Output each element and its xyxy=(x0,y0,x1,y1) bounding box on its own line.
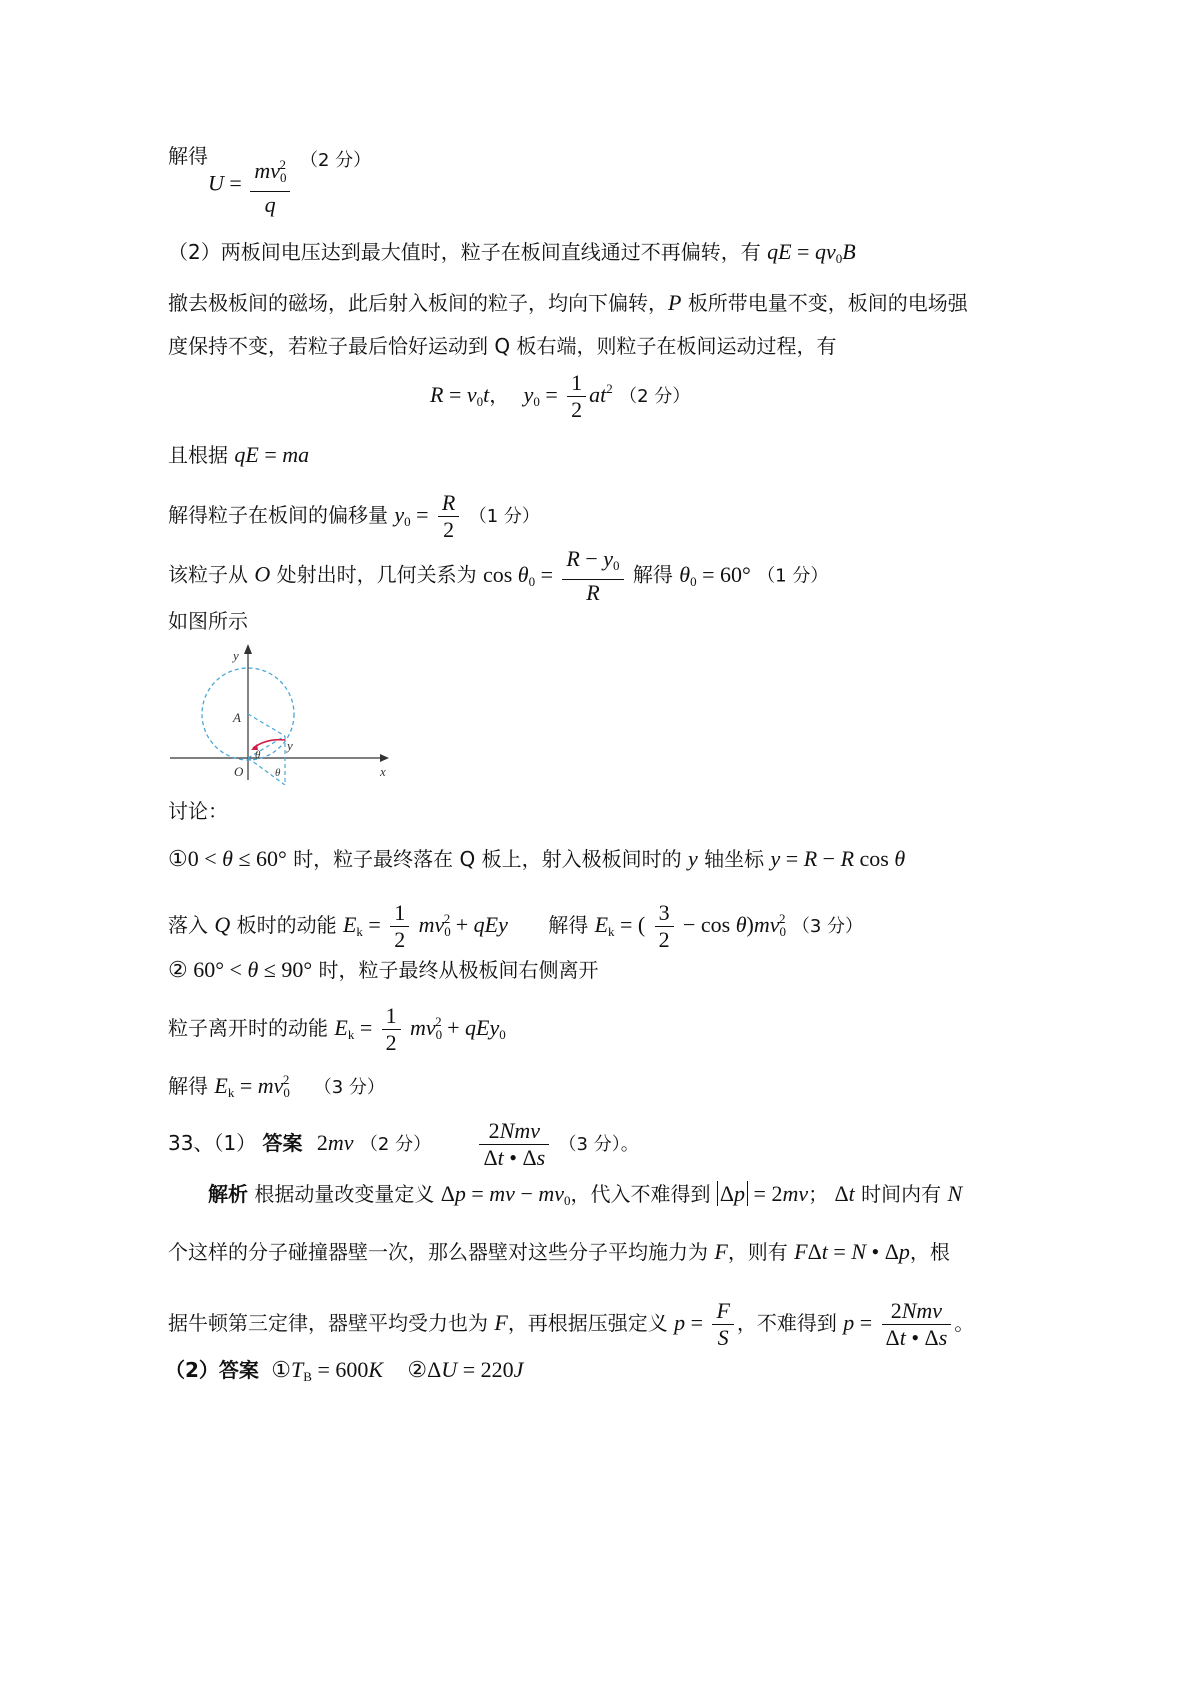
geometry-figure xyxy=(165,640,395,785)
label-o: O xyxy=(234,764,244,779)
label-theta-1: θ xyxy=(255,749,261,761)
line-geometry: 该粒子从 O 处射出时，几何关系为 $\cos \theta_0$ = $\frac{R - y_0}{R}$ 解得 $\theta_0 = 60^\circ$ （1 分） xyxy=(168,546,829,605)
fraction-r-over-2: $\frac{R}{2}$ xyxy=(438,490,459,543)
y-axis-arrow xyxy=(244,644,252,654)
formula-qe-qv0b: qE = $qv_0B$ xyxy=(767,239,856,266)
line-part2-intro xyxy=(168,238,856,273)
radius-dashed xyxy=(248,714,285,736)
text-as-figure: 如图所示 xyxy=(168,609,248,633)
text-remove-field: 撤去极板间的磁场，此后射入板间的粒子，均向下偏转， xyxy=(168,291,668,315)
line-case-2: ② 60° < θ ≤ 90° 时，粒子最终从极板间右侧离开 xyxy=(168,957,599,982)
formula-qe-ma: qE = ma xyxy=(234,442,310,467)
label-a: A xyxy=(233,710,241,725)
line-as-figure xyxy=(168,607,248,635)
line-field-constant xyxy=(168,332,836,360)
score-l07: （1 分） xyxy=(468,506,540,527)
text-discussion: 讨论： xyxy=(168,799,228,823)
line-offset: 解得粒子在板间的偏移量 $y_0$ = $\frac{R}{2}$ （1 分） xyxy=(168,490,540,542)
text-solve: 解得 xyxy=(168,144,208,168)
text-offset: 解得粒子在板间的偏移量 xyxy=(168,503,388,527)
line-analysis-1: 解析 根据动量改变量定义 Δp = mv − $mv_0$，代入不难得到 Δp = 2mv； Δt 时间内有 N xyxy=(208,1181,963,1208)
fraction-cos-theta0: $\frac{R - y_0}{R}$ xyxy=(562,546,623,606)
line-part2-answer: （2）答案 $①T_B = 600K$ ②ΔU = 220J xyxy=(165,1357,524,1384)
score-l01: （2 分） xyxy=(300,150,372,171)
label-y-point: y xyxy=(287,738,293,753)
line-solve-u xyxy=(168,142,208,170)
score-l08: （1 分） xyxy=(757,565,829,587)
line-q33-answer: 33、（1） 答案 2mv （2 分） $\frac{\text{2Nmv}}{\Delta t • \Delta s}$ （3 分）。 xyxy=(168,1118,639,1170)
line-kinetic-leave: 粒子离开时的动能 $E_k$ = $\frac{1}{2}$ $mv_0^2 + qEy_0$ xyxy=(168,1003,506,1055)
formula-u: U = $\frac{mv_0^2}{q}$ xyxy=(208,152,293,218)
label-x-axis: x xyxy=(380,764,386,779)
text-plate-charge: 板所带电量不变，板间的电场强 xyxy=(687,291,968,315)
line-remove-field: 撤去极板间的磁场，此后射入板间的粒子，均向下偏转，P 板所带电量不变，板间的电场强 xyxy=(168,290,968,315)
line-analysis-3: 据牛顿第三定律，器壁平均受力也为 F，再根据压强定义 p = $\frac{F}{S}$ ，不难得到 p = $\frac{\text{2Nmv}}{\Delta t • \Delta s}$ 。 xyxy=(168,1298,975,1350)
line-newton xyxy=(168,441,309,469)
x-axis-arrow xyxy=(380,754,389,762)
line-kinetic-result: 解得 $E_k = mv_0^2$ （3 分） xyxy=(168,1072,385,1100)
fraction-half: $\frac{1}{2}$ xyxy=(567,370,586,423)
text-and-by: 且根据 xyxy=(168,443,228,467)
text-part2-intro: （2）两板间电压达到最大值时，粒子在板间直线通过不再偏转，有 xyxy=(168,240,761,264)
score-l05: （2 分） xyxy=(619,386,691,407)
formula-motion: $R = v_0t$， $y_0$ = $\frac{1}{2}$ $at^2$ （2 分） xyxy=(430,370,691,422)
line-case-1: ①0 < θ ≤ 60° 时，粒子最终落在 Q 板上，射入极板间时的 y 轴坐标 y = R − R cos θ xyxy=(168,846,906,871)
text-field-constant: 度保持不变，若粒子最后恰好运动到 Q 板右端，则粒子在板间运动过程，有 xyxy=(168,334,837,358)
label-theta-2: θ xyxy=(275,767,281,779)
line-analysis-2: 个这样的分子碰撞器壁一次，那么器壁对这些分子平均施力为 F，则有 FΔt = N • Δp，根 xyxy=(168,1239,950,1264)
label-y-axis: y xyxy=(233,648,239,663)
fraction-mv0sq-over-q: $\frac{mv_0^2}{q}$ xyxy=(250,152,290,218)
line-discussion xyxy=(168,797,228,825)
line-kinetic-q: 落入 Q 板时的动能 $E_k$ = $\frac{1}{2}$ $mv_0^2$ + qEy 解得 $E_k$ = ( $\frac{3}{2}$ − $\cos \theta)mv_0^2$ （3 分） xyxy=(168,900,864,952)
